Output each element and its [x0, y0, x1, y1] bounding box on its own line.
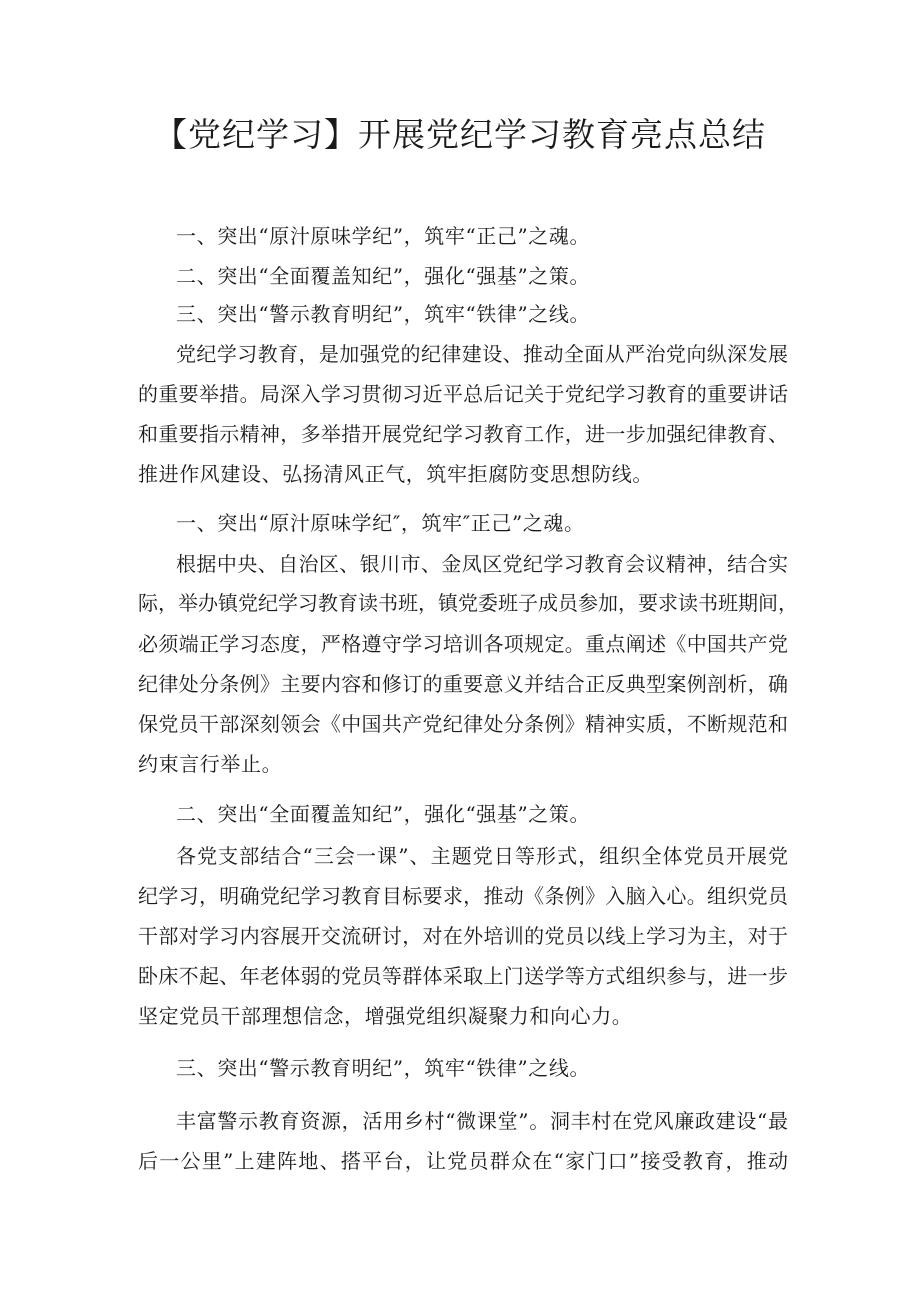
outline-item-1: 一、突出“原汁原味学纪”，筑牢“正己”之魂。 [176, 224, 591, 248]
section3-heading: 三、突出“警示教育明纪”，筑牢“铁律”之线。 [176, 1056, 591, 1080]
document-title: 【党纪学习】开展党纪学习教育亮点总结 [154, 115, 766, 154]
section2-line-5: 坚定党员干部理想信念，增强党组织凝聚力和向心力。 [138, 1004, 633, 1028]
section1-line-4: 纪律处分条例》主要内容和修订的重要意义并结合正反典型案例剖析，确 [138, 672, 788, 696]
intro-line-4: 推进作风建设、弘扬清风正气，筑牢拒腐防变思想防线。 [138, 462, 653, 486]
section1-line-1: 根据中央、自治区、银川市、金凤区党纪学习教育会议精神，结合实 [176, 552, 788, 576]
section1-heading: 一、突出“原汁原味学纪″，筑牢″正己”之魂。 [176, 511, 585, 535]
section2-line-4: 卧床不起、年老体弱的党员等群体采取上门送学等方式组织参与，进一步 [138, 964, 788, 988]
section3-line-1: 丰富警示教育资源，活用乡村“微课堂”。洞丰村在党风廉政建设“最 [176, 1109, 788, 1133]
section2-line-2: 纪学习，明确党纪学习教育目标要求，推动《条例》入脑入心。组织党员 [138, 884, 788, 908]
intro-line-2: 的重要举措。局深入学习贯彻习近平总后记关于党纪学习教育的重要讲话 [138, 382, 788, 406]
section1-line-5: 保党员干部深刻领会《中国共产党纪律处分条例》精神实质，不断规范和 [138, 712, 788, 736]
intro-line-1: 党纪学习教育，是加强党的纪律建设、推动全面从严治党向纵深发展 [176, 342, 788, 366]
section2-heading: 二、突出“全面覆盖知纪”，强化“强基”之策。 [176, 802, 591, 826]
outline-item-2: 二、突出“全面覆盖知纪”，强化“强基”之策。 [176, 264, 591, 288]
section1-line-3: 必须端正学习态度，严格遵守学习培训各项规定。重点阐述《中国共产党 [138, 632, 788, 656]
section1-line-2: 际，举办镇党纪学习教育读书班，镇党委班子成员参加，要求读书班期间， [138, 591, 798, 615]
section3-line-2: 后一公里”上建阵地、搭平台，让党员群众在“家门口”接受教育，推动 [138, 1149, 788, 1173]
intro-line-3: 和重要指示精神，多举措开展党纪学习教育工作，进一步加强纪律教育、 [138, 422, 788, 446]
section2-line-3: 干部对学习内容展开交流研讨，对在外培训的党员以线上学习为主，对于 [138, 924, 788, 948]
section1-line-6: 约束言行举止。 [138, 752, 283, 776]
outline-item-3: 三、突出“警示教育明纪”，筑牢“铁律”之线。 [176, 302, 591, 326]
section2-line-1: 各党支部结合“三会一课”、主题党日等形式，组织全体党员开展党 [176, 844, 788, 868]
